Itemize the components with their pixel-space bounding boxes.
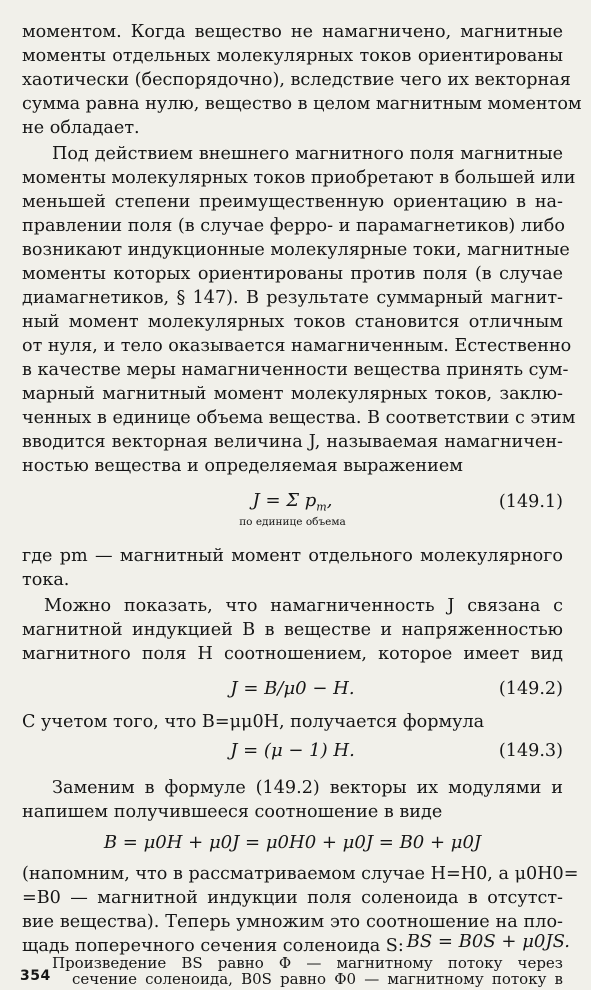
- text-line: С учетом того, что B=μμ0H, получается формула: [22, 712, 485, 732]
- text-line: сумма равна нулю, вещество в целом магнитным моментом: [22, 94, 582, 114]
- sum-subscript: по единице объема: [239, 516, 346, 528]
- text-line: тока.: [22, 570, 70, 590]
- text-line: сечение соленоида, B0S равно Φ0 — магнитному потоку в: [72, 970, 563, 988]
- text-line: моментом. Когда вещество не намагничено, магнитные: [22, 22, 563, 42]
- formula-expression: J = Σ p: [252, 490, 317, 511]
- text-line: в качестве меры намагниченности вещества принять сум-: [22, 360, 569, 380]
- text-line: ностью вещества и определяемая выражением: [22, 456, 463, 476]
- text-line: от нуля, и тело оказывается намагниченным. Естественно: [22, 336, 572, 356]
- text-line: Можно показать, что намагниченность J связана с: [44, 596, 563, 616]
- text-line: Произведение BS равно Φ — магнитному потоку через: [52, 954, 563, 972]
- page-number: 354: [20, 968, 51, 984]
- text-line: ный момент молекулярных токов становится отличным: [22, 312, 563, 332]
- text-line: не обладает.: [22, 118, 140, 138]
- text-line: хаотически (беспорядочно), вследствие чего их векторная: [22, 70, 571, 90]
- text-line: меньшей степени преимущественную ориентацию в на-: [22, 192, 563, 212]
- text-line: вие вещества). Теперь умножим это соотношение на пло-: [22, 912, 563, 932]
- formula-expression: J = (μ − 1) H.: [230, 740, 355, 761]
- text-line: щадь поперечного сечения соленоида S:: [22, 936, 404, 956]
- text-line: вводится векторная величина J, называемая намагничен-: [22, 432, 563, 452]
- text-line: Заменим в формуле (149.2) векторы их модулями и: [52, 778, 563, 798]
- equation-number: (149.2): [498, 679, 563, 699]
- equation-number: (149.3): [498, 741, 563, 761]
- text-line: где pm — магнитный момент отдельного молекулярного: [22, 546, 563, 566]
- formula-expression: B = μ0H + μ0J = μ0H0 + μ0J = B0 + μ0J: [103, 832, 482, 853]
- text-line: диамагнетиков, § 147). В результате суммарный магнит-: [22, 288, 563, 308]
- text-line: марный магнитный момент молекулярных токов, заклю-: [22, 384, 563, 404]
- equation-number: (149.1): [498, 492, 563, 512]
- formula-expression: BS = B0S + μ0JS.: [406, 931, 570, 952]
- formula-149-3: [22, 734, 563, 768]
- text-line: магнитного поля H соотношением, которое имеет вид: [22, 644, 563, 664]
- formula-149-1: [22, 486, 563, 542]
- text-line: моменты которых ориентированы против поля (в случае: [22, 264, 563, 284]
- text-line: Под действием внешнего магнитного поля магнитные: [52, 144, 563, 164]
- formula-149-2: [22, 672, 563, 706]
- formula-expression: J = B/μ0 − H.: [230, 678, 355, 699]
- text-line: ченных в единице объема вещества. В соответствии с этим: [22, 408, 576, 428]
- text-line: =B0 — магнитной индукции поля соленоида в отсутст-: [22, 888, 563, 908]
- formula-bs: [340, 930, 570, 954]
- formula-subscript: m: [316, 500, 327, 514]
- text-line: магнитной индукцией B в веществе и напряженностью: [22, 620, 563, 640]
- text-line: моменты молекулярных токов приобретают в большей или: [22, 168, 576, 188]
- text-line: (напомним, что в рассматриваемом случае H=H0, а μ0H0=: [22, 864, 579, 884]
- text-line: напишем получившееся соотношение в виде: [22, 802, 443, 822]
- formula-long: [22, 826, 563, 860]
- formula-trail: ,: [326, 490, 333, 511]
- text-line: правлении поля (в случае ферро- и парамагнетиков) либо: [22, 216, 565, 236]
- text-line: возникают индукционные молекулярные токи, магнитные: [22, 240, 570, 260]
- text-line: моменты отдельных молекулярных токов ориентированы: [22, 46, 563, 66]
